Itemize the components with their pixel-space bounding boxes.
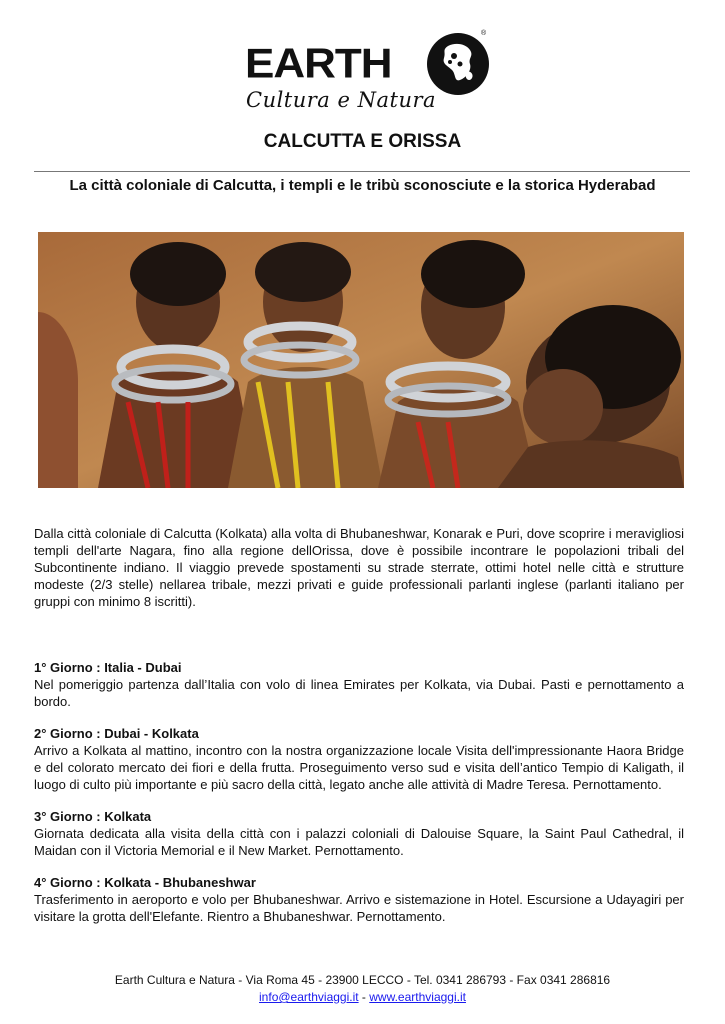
footer-address: Earth Cultura e Natura - Via Roma 45 - 23900 LECCO - Tel. 0341 286793 - Fax 0341 286816	[114, 973, 611, 987]
email-link[interactable]: info@earthviaggi.it	[259, 990, 359, 1004]
itinerary-day	[34, 725, 684, 793]
itinerary-day	[34, 659, 684, 710]
title-divider	[34, 171, 690, 172]
day-text: Arrivo a Kolkata al mattino, incontro con la nostra organizzazione locale Visita dell'impressionante Haora Bridge e del colorato mercato dei fiori e della frutta. Proseguimento verso sud e visita dell’antico Tempio di Kaligath, il luogo di culto più importante e più sacro della città, legato anche alle attività di Madre Teresa. Pernottamento.	[34, 743, 684, 792]
day-text: Nel pomeriggio partenza dall’Italia con volo di linea Emirates per Kolkata, via Dubai. Pasti e pernottamento a bordo.	[34, 677, 684, 709]
footer	[0, 972, 725, 1006]
day-title: 1° Giorno : Italia - Dubai	[34, 660, 182, 675]
itinerary	[34, 659, 684, 940]
intro-paragraph: Dalla città coloniale di Calcutta (Kolkata) alla volta di Bhubaneshwar, Konarak e Puri, dove scoprire i meravigliosi templi dell'arte Nagara, fino alla regione dellOrissa, dove è possibile incontrare le popolazioni tribali del Subcontinente indiano. Il viaggio prevede spostamenti su strade sterrate, ottimi hotel nelle città e strutture modeste (2/3 stelle) nellarea tribale, mezzi privati e guide professionali parlanti inglese (parlanti italiano per gruppi con minimo 8 iscritti).	[34, 526, 684, 609]
day-title: 4° Giorno : Kolkata - Bhubaneshwar	[34, 875, 256, 890]
logo-tagline: Cultura e Natura	[246, 88, 437, 112]
earth-logo	[243, 30, 493, 116]
itinerary-day	[34, 874, 684, 925]
tribal-women-photo	[38, 232, 684, 488]
day-title: 2° Giorno : Dubai - Kolkata	[34, 726, 199, 741]
globe-icon	[426, 32, 490, 96]
day-text: Trasferimento in aeroporto e volo per Bhubaneshwar. Arrivo e sistemazione in Hotel. Escursione a Udayagiri per visitare la grotta dell'Elefante. Rientro a Bhubaneshwar. Pernottamento.	[34, 892, 684, 924]
page-title: CALCUTTA E ORISSA	[263, 131, 462, 152]
day-text: Giornata dedicata alla visita della città con i palazzi coloniali di Dalouise Square, la Saint Paul Cathedral, il Maidan con il Victoria Memorial e il New Market. Pernottamento.	[34, 826, 684, 858]
footer-separator: -	[358, 990, 370, 1004]
day-title: 3° Giorno : Kolkata	[34, 809, 152, 824]
itinerary-day	[34, 808, 684, 859]
logo-wordmark: EARTH	[245, 40, 392, 87]
website-link[interactable]: www.earthviaggi.it	[369, 990, 466, 1004]
footer-links	[0, 989, 725, 1006]
page-subtitle: La città coloniale di Calcutta, i templi e le tribù sconosciute e la storica Hyderabad	[69, 177, 656, 194]
registered-mark: ®	[481, 30, 487, 37]
